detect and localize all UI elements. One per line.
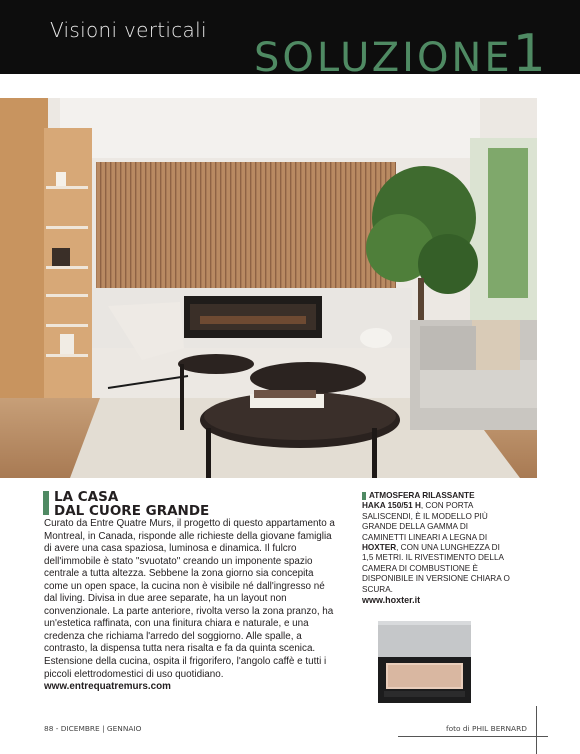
article-url: www.entrequatremurs.com	[44, 681, 171, 693]
solution-title	[254, 24, 546, 84]
sidebar-heading: ATMOSFERA RILASSANTE	[369, 491, 475, 500]
headline-line-2: DAL CUORE GRANDE	[54, 503, 210, 519]
fireplace-product-photo	[378, 621, 471, 703]
section-label: Visioni verticali	[50, 18, 207, 42]
article-headline	[54, 490, 209, 518]
sidebar-url: www.hoxter.it	[362, 595, 421, 606]
product-sidebar	[362, 491, 512, 605]
crop-mark-vertical	[536, 706, 537, 754]
article-body	[44, 518, 340, 694]
sidebar-text-2: , CON UNA LUNGHEZZA DI 1,5 METRI. IL RIVESTIMENTO DELLA CAMERA DI COMBUSTIONE È DISPONIBILE IN VERSIONE CHIARA O SCURA.	[362, 543, 510, 594]
living-room-photo	[0, 98, 537, 478]
article-body-text: Curato da Entre Quatre Murs, il progetto di questo appartamento a Montreal, in Canada, risponde alle richieste della giovane famiglia di avere una casa spaziosa, luminosa e dinamica. Il fulcro dell'immobile è stato "svuotato" creando un imponente spazio centrale a tutta altezza. Sebbene la zona giorno sia concepita come un open space, la cucina non è visibile né dall'ingresso né dal living. Divisa in due aree separate, ha un layout non convenzionale. La parte anteriore, rivolta verso la zona pranzo, ha un'estetica raffinata, con una finitura chiara e naturale, e una credenza che richiama l'arredo del soggiorno. Alle spalle, a contrasto, la dispensa tutta nera risalta e fa da quinta scenica. Estensione della cucina, ospita il frigorifero, l'angolo caffè e tutti i piccoli elettrodomestici di uso quotidiano.	[44, 518, 335, 680]
sidebar-brand: HOXTER	[362, 543, 397, 553]
photo-credit: foto di PHIL BERNARD	[446, 724, 527, 733]
headline-line-1: LA CASA	[54, 489, 119, 505]
sidebar-model: HAKA 150/51 H	[362, 501, 421, 511]
headline-accent-bar	[43, 491, 49, 515]
page-folio: 88 - DICEMBRE | GENNAIO	[44, 724, 142, 733]
solution-title-text: SOLUZIONE	[254, 35, 513, 81]
solution-title-number: 1	[512, 24, 546, 84]
crop-mark-horizontal	[398, 736, 548, 737]
sidebar-text-1: , CON PORTA SALISCENDI, È IL MODELLO PIÙ GRANDE DELLA GAMMA DI CAMINETTI LINEARI A LEGNA DI	[362, 501, 488, 542]
